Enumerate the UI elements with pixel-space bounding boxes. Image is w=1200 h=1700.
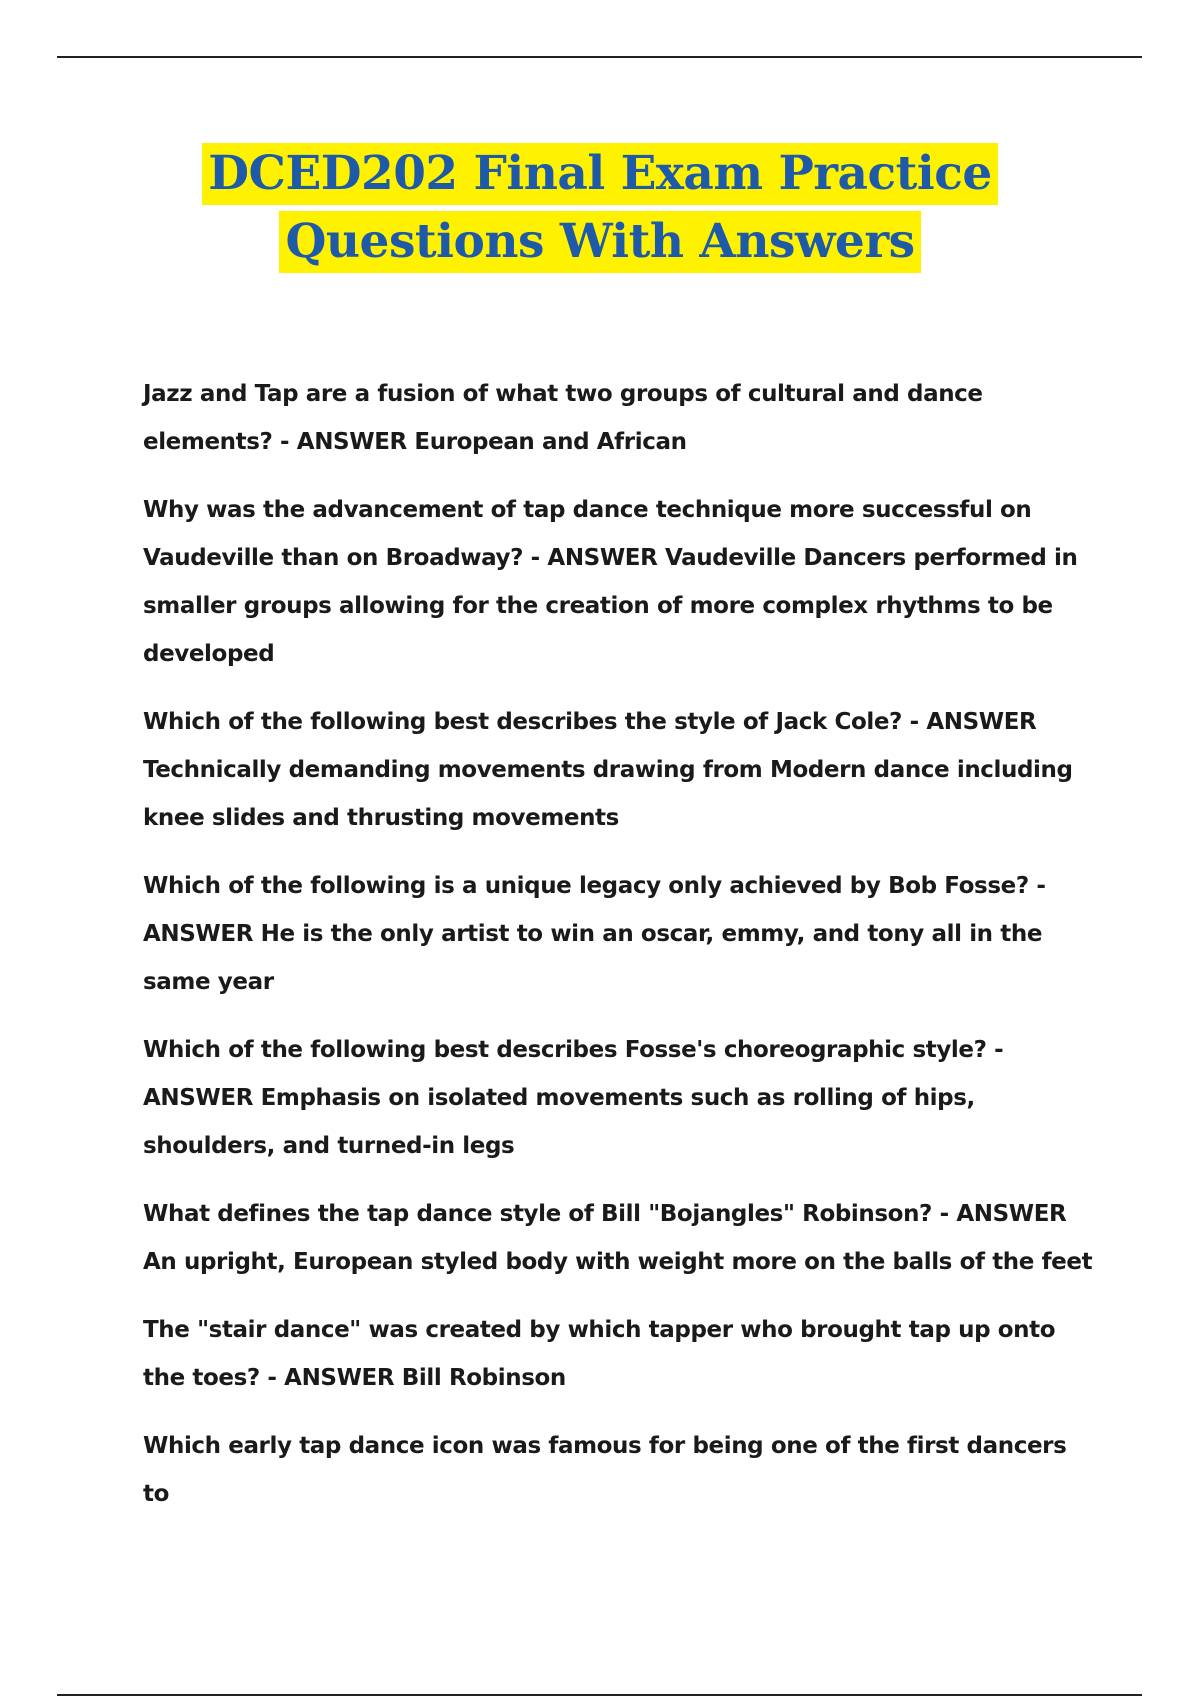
- qa-entry: What defines the tap dance style of Bill "Bojangles" Robinson? - ANSWER An upright, European styled body with weight more on the balls of the feet: [143, 1201, 1093, 1275]
- page-title: [0, 143, 1200, 273]
- qa-list: [143, 370, 1098, 1538]
- qa-entry: Why was the advancement of tap dance technique more successful on Vaudeville than on Broadway? - ANSWER Vaudeville Dancers performed in smaller groups allowing for the creation of more complex rhythms to be developed: [143, 497, 1078, 667]
- title-line-2: Questions With Answers: [279, 211, 920, 273]
- qa-entry-partial: Which early tap dance icon was famous for being one of the first dancers to: [143, 1433, 1067, 1507]
- qa-entry: Which of the following best describes Fosse's choreographic style? - ANSWER Emphasis on isolated movements such as rolling of hips, shoulders, and turned-in legs: [143, 1037, 1004, 1159]
- qa-entry: Which of the following is a unique legacy only achieved by Bob Fosse? - ANSWER He is the only artist to win an oscar, emmy, and tony all in the same year: [143, 873, 1046, 995]
- qa-entry: Which of the following best describes the style of Jack Cole? - ANSWER Technically demanding movements drawing from Modern dance including knee slides and thrusting movements: [143, 709, 1073, 831]
- top-rule: [57, 56, 1142, 58]
- qa-entry: The "stair dance" was created by which tapper who brought tap up onto the toes? - ANSWER Bill Robinson: [143, 1317, 1056, 1391]
- bottom-rule: [57, 1694, 1142, 1696]
- qa-entry: Jazz and Tap are a fusion of what two groups of cultural and dance elements? - ANSWER European and African: [143, 381, 983, 455]
- title-line-1: DCED202 Final Exam Practice: [202, 143, 997, 205]
